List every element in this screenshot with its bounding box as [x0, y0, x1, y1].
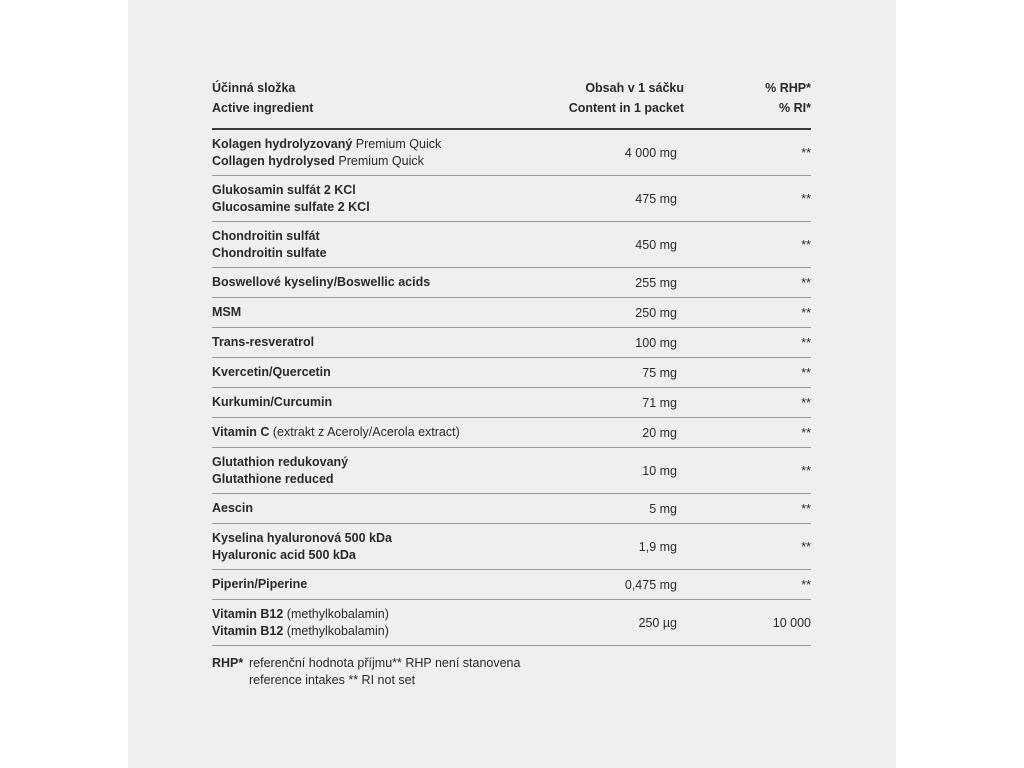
ri-value: ** — [801, 539, 811, 554]
ingredient-line — [212, 274, 556, 291]
amount-value: 4 000 mg — [624, 145, 677, 160]
ingredient-line — [212, 623, 556, 640]
ingredient-line — [212, 136, 556, 153]
amount-value: 5 mg — [649, 501, 677, 516]
ingredient-note: Premium Quick — [334, 153, 424, 168]
ingredient-bold: Glutathion redukovaný — [212, 454, 349, 469]
ingredient-note: (methylkobalamin) — [283, 606, 389, 621]
header-ri-cs: % RHP* — [765, 81, 811, 95]
amount-value: 20 mg — [642, 425, 677, 440]
table-row — [212, 600, 811, 646]
ingredient-name — [212, 136, 556, 170]
ingredient-name — [212, 530, 556, 564]
ingredient-note: (extrakt z Aceroly/Acerola extract) — [269, 425, 460, 439]
header-ri — [684, 78, 811, 118]
ingredient-name — [212, 274, 556, 291]
ingredient-bold: MSM — [212, 305, 242, 319]
ingredient-line — [212, 576, 556, 593]
ri-value: ** — [801, 577, 811, 592]
ingredient-name — [212, 500, 556, 517]
ingredient-bold: Aescin — [212, 501, 253, 515]
ingredient-bold: Vitamin C — [212, 425, 270, 439]
ingredient-name — [212, 606, 556, 640]
ingredient-bold: Chondroitin sulfate — [212, 245, 327, 260]
amount-value: 0,475 mg — [624, 577, 677, 592]
amount-value: 250 mg — [635, 305, 677, 320]
nutrition-table — [212, 78, 811, 689]
header-ri-en: % RI* — [779, 101, 811, 115]
ingredient-line — [212, 454, 556, 471]
table-row — [212, 524, 811, 570]
ingredient-name — [212, 182, 556, 216]
ingredient-line — [212, 245, 556, 262]
ri-value: ** — [801, 191, 811, 206]
table-row — [212, 130, 811, 176]
ingredient-line — [212, 199, 556, 216]
ingredient-line — [212, 153, 556, 170]
ingredient-bold: Glukosamin sulfát 2 KCl — [212, 182, 356, 197]
amount-value: 71 mg — [642, 395, 677, 410]
ingredient-bold: Vitamin B12 — [212, 623, 284, 638]
ingredient-line — [212, 471, 556, 488]
amount-value: 75 mg — [642, 365, 677, 380]
ingredient-line — [212, 547, 556, 564]
amount-value: 255 mg — [635, 275, 677, 290]
ingredient-name — [212, 454, 556, 488]
ingredient-bold: Trans-resveratrol — [212, 335, 315, 349]
ingredient-line — [212, 182, 556, 199]
ingredient-bold: Kolagen hydrolyzovaný — [212, 136, 353, 151]
table-row — [212, 298, 811, 328]
table-row — [212, 570, 811, 600]
table-row — [212, 328, 811, 358]
footnote — [212, 655, 811, 689]
ri-value: ** — [801, 501, 811, 516]
ingredient-bold: Glucosamine sulfate 2 KCl — [212, 199, 370, 214]
table-row — [212, 176, 811, 222]
ri-value: ** — [801, 395, 811, 410]
ingredient-line — [212, 304, 556, 321]
ingredient-line — [212, 500, 556, 517]
ingredient-bold: Collagen hydrolysed — [212, 153, 335, 168]
ri-value: ** — [801, 365, 811, 380]
amount-value: 100 mg — [635, 335, 677, 350]
ingredient-note: (methylkobalamin) — [283, 623, 389, 638]
footnote-line-en: reference intakes ** RI not set — [249, 673, 416, 687]
ingredient-name — [212, 334, 556, 351]
ri-value: ** — [801, 275, 811, 290]
ingredient-bold: Kvercetin/Quercetin — [212, 365, 331, 379]
amount-value: 450 mg — [635, 237, 677, 252]
footnote-line-cs: referenční hodnota příjmu** RHP není stanovena — [249, 656, 521, 670]
ingredient-bold: Boswellové kyseliny/Boswellic acids — [212, 275, 431, 289]
header-content-en: Content in 1 packet — [568, 101, 684, 115]
table-row — [212, 448, 811, 494]
table-row — [212, 222, 811, 268]
ingredient-name — [212, 576, 556, 593]
table-row — [212, 418, 811, 448]
ingredient-line — [212, 606, 556, 623]
amount-value: 250 µg — [638, 615, 677, 630]
amount-value: 475 mg — [635, 191, 677, 206]
ingredient-bold: Chondroitin sulfát — [212, 228, 320, 243]
ingredient-line — [212, 334, 556, 351]
table-row — [212, 494, 811, 524]
table-row — [212, 388, 811, 418]
amount-value: 10 mg — [642, 463, 677, 478]
footnote-label: RHP* — [212, 656, 244, 670]
table-row — [212, 268, 811, 298]
ingredient-bold: Hyaluronic acid 500 kDa — [212, 547, 356, 562]
amount-value: 1,9 mg — [638, 539, 677, 554]
ingredient-line — [212, 228, 556, 245]
ri-value: ** — [801, 463, 811, 478]
ri-value: ** — [801, 237, 811, 252]
header-ingredient-en: Active ingredient — [212, 101, 314, 115]
ingredient-name — [212, 364, 556, 381]
table-header — [212, 78, 811, 130]
ingredient-name — [212, 304, 556, 321]
ingredient-bold: Glutathione reduced — [212, 471, 334, 486]
table-body — [212, 130, 811, 646]
ingredient-name — [212, 228, 556, 262]
ingredient-line — [212, 530, 556, 547]
ri-value: ** — [801, 305, 811, 320]
header-content — [556, 78, 684, 118]
table-row — [212, 358, 811, 388]
footnote-text — [249, 655, 520, 689]
ingredient-note: Premium Quick — [352, 136, 442, 151]
ingredient-name — [212, 394, 556, 411]
header-content-cs: Obsah v 1 sáčku — [585, 81, 684, 95]
ingredient-line — [212, 364, 556, 381]
ingredient-bold: Piperin/Piperine — [212, 577, 308, 591]
ingredient-bold: Vitamin B12 — [212, 606, 284, 621]
ingredient-line — [212, 424, 556, 441]
header-ingredient — [212, 78, 556, 118]
ingredient-bold: Kurkumin/Curcumin — [212, 395, 333, 409]
ri-value: 10 000 — [772, 615, 811, 630]
ingredient-bold: Kyselina hyaluronová 500 kDa — [212, 530, 392, 545]
header-ingredient-cs: Účinná složka — [212, 81, 296, 95]
ri-value: ** — [801, 145, 811, 160]
ri-value: ** — [801, 335, 811, 350]
ingredient-line — [212, 394, 556, 411]
ri-value: ** — [801, 425, 811, 440]
ingredient-name — [212, 424, 556, 441]
